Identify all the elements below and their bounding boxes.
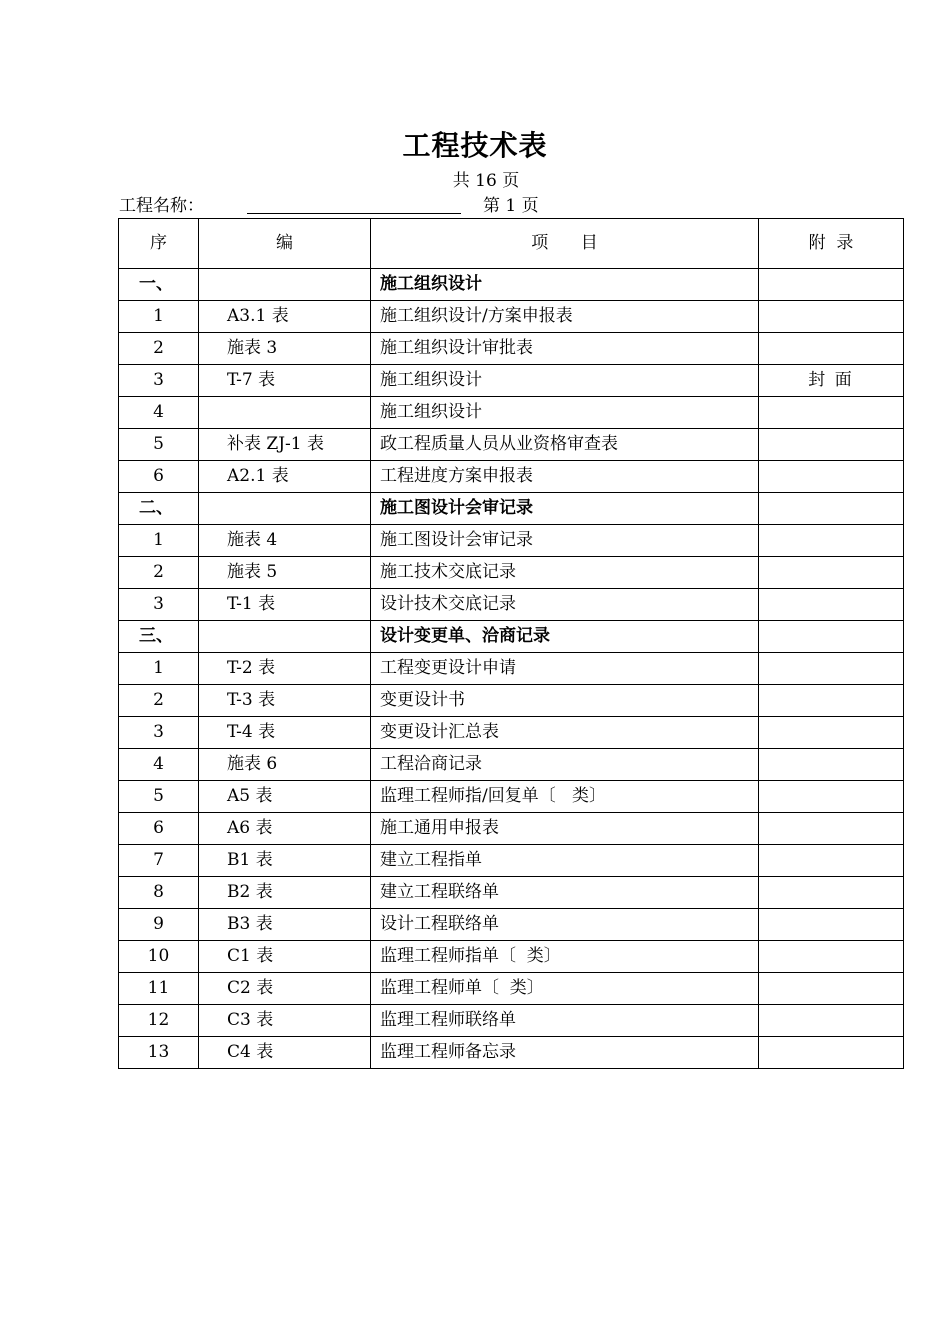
table-row: [119, 461, 904, 493]
cell-item: 设计变更单、洽商记录: [371, 621, 759, 653]
cell-seq: 2: [119, 333, 199, 365]
cell-item: 工程进度方案申报表: [371, 461, 759, 493]
cell-appendix: [759, 685, 904, 717]
cell-appendix: [759, 877, 904, 909]
cell-item: 施工组织设计: [371, 397, 759, 429]
header-appendix: 附 录: [759, 219, 904, 269]
project-name-field: [247, 213, 461, 214]
cell-appendix: [759, 461, 904, 493]
cell-appendix: [759, 1037, 904, 1069]
cell-seq: 10: [119, 941, 199, 973]
cell-appendix: [759, 781, 904, 813]
cell-item: 施工组织设计审批表: [371, 333, 759, 365]
table-row: [119, 525, 904, 557]
cell-seq: 4: [119, 397, 199, 429]
table-row: [119, 589, 904, 621]
cell-seq: 11: [119, 973, 199, 1005]
cell-code: T-3 表: [199, 685, 371, 717]
cell-item: 施工组织设计: [371, 365, 759, 397]
cell-item: 施工通用申报表: [371, 813, 759, 845]
cell-appendix: [759, 525, 904, 557]
cell-appendix: [759, 845, 904, 877]
table-row: [119, 813, 904, 845]
table-row: [119, 781, 904, 813]
cell-item: 施工技术交底记录: [371, 557, 759, 589]
cell-item: 施工组织设计: [371, 269, 759, 301]
cell-code: A6 表: [199, 813, 371, 845]
cell-seq: 2: [119, 557, 199, 589]
cell-item: 建立工程联络单: [371, 877, 759, 909]
cell-appendix: [759, 717, 904, 749]
cell-appendix: [759, 269, 904, 301]
cell-seq: 13: [119, 1037, 199, 1069]
cell-code: C2 表: [199, 973, 371, 1005]
meta-row: [119, 194, 903, 218]
cell-seq: 一、: [119, 269, 199, 301]
cell-seq: 3: [119, 717, 199, 749]
cell-appendix: [759, 909, 904, 941]
header-item: 项 目: [371, 219, 759, 269]
cell-seq: 1: [119, 301, 199, 333]
cell-seq: 8: [119, 877, 199, 909]
cell-code: A3.1 表: [199, 301, 371, 333]
table-row: [119, 301, 904, 333]
table-row: [119, 653, 904, 685]
document-table: [118, 218, 904, 1069]
cell-appendix: [759, 749, 904, 781]
table-row: [119, 557, 904, 589]
cell-code: C1 表: [199, 941, 371, 973]
cell-code: [199, 397, 371, 429]
cell-code: B2 表: [199, 877, 371, 909]
cell-code: 施表 3: [199, 333, 371, 365]
cell-item: 施工图设计会审记录: [371, 493, 759, 525]
cell-appendix: [759, 621, 904, 653]
table-row: [119, 877, 904, 909]
cell-appendix: [759, 397, 904, 429]
section-row: [119, 269, 904, 301]
table-row: [119, 941, 904, 973]
cell-code: A2.1 表: [199, 461, 371, 493]
cell-seq: 6: [119, 813, 199, 845]
table-row: [119, 973, 904, 1005]
cell-appendix: [759, 493, 904, 525]
cell-item: 监理工程师单〔 类〕: [371, 973, 759, 1005]
project-name-label: 工程名称：: [119, 196, 204, 216]
table-row: [119, 845, 904, 877]
cell-seq: 4: [119, 749, 199, 781]
cell-item: 变更设计书: [371, 685, 759, 717]
cell-code: T-2 表: [199, 653, 371, 685]
cell-seq: 9: [119, 909, 199, 941]
cell-seq: 7: [119, 845, 199, 877]
header-code: 编: [199, 219, 371, 269]
cell-seq: 5: [119, 781, 199, 813]
cell-appendix: [759, 813, 904, 845]
header-seq: 序: [119, 219, 199, 269]
table-row: [119, 749, 904, 781]
cell-code: 补表 ZJ-1 表: [199, 429, 371, 461]
cell-code: [199, 493, 371, 525]
cell-seq: 12: [119, 1005, 199, 1037]
cell-appendix: [759, 973, 904, 1005]
cell-seq: 3: [119, 365, 199, 397]
cell-seq: 二、: [119, 493, 199, 525]
page-number: 第 1 页: [483, 196, 539, 216]
table-row: [119, 717, 904, 749]
cell-appendix: 封 面: [759, 365, 904, 397]
cell-seq: 1: [119, 525, 199, 557]
cell-item: 监理工程师备忘录: [371, 1037, 759, 1069]
section-row: [119, 493, 904, 525]
cell-appendix: [759, 589, 904, 621]
cell-appendix: [759, 1005, 904, 1037]
cell-seq: 3: [119, 589, 199, 621]
table-row: [119, 333, 904, 365]
cell-appendix: [759, 333, 904, 365]
table-header-row: [119, 219, 904, 269]
cell-code: [199, 269, 371, 301]
table-row: [119, 909, 904, 941]
cell-item: 设计工程联络单: [371, 909, 759, 941]
cell-appendix: [759, 941, 904, 973]
cell-code: T-4 表: [199, 717, 371, 749]
cell-code: [199, 621, 371, 653]
cell-appendix: [759, 301, 904, 333]
page-title: 工程技术表: [402, 129, 548, 162]
cell-item: 监理工程师指单〔 类〕: [371, 941, 759, 973]
total-pages: 共 16 页: [452, 171, 520, 191]
cell-code: 施表 4: [199, 525, 371, 557]
cell-item: 监理工程师指/回复单〔 类〕: [371, 781, 759, 813]
cell-seq: 6: [119, 461, 199, 493]
cell-item: 设计技术交底记录: [371, 589, 759, 621]
cell-code: C3 表: [199, 1005, 371, 1037]
cell-code: C4 表: [199, 1037, 371, 1069]
cell-code: T-7 表: [199, 365, 371, 397]
cell-appendix: [759, 429, 904, 461]
table-row: [119, 365, 904, 397]
cell-item: 施工组织设计/方案申报表: [371, 301, 759, 333]
cell-item: 工程变更设计申请: [371, 653, 759, 685]
cell-seq: 5: [119, 429, 199, 461]
cell-code: B3 表: [199, 909, 371, 941]
cell-item: 施工图设计会审记录: [371, 525, 759, 557]
table-row: [119, 397, 904, 429]
cell-item: 政工程质量人员从业资格审查表: [371, 429, 759, 461]
cell-code: 施表 6: [199, 749, 371, 781]
cell-item: 监理工程师联络单: [371, 1005, 759, 1037]
cell-code: 施表 5: [199, 557, 371, 589]
cell-code: T-1 表: [199, 589, 371, 621]
cell-appendix: [759, 653, 904, 685]
cell-seq: 三、: [119, 621, 199, 653]
table-row: [119, 429, 904, 461]
cell-item: 工程洽商记录: [371, 749, 759, 781]
section-row: [119, 621, 904, 653]
table-row: [119, 1037, 904, 1069]
cell-seq: 1: [119, 653, 199, 685]
cell-appendix: [759, 557, 904, 589]
table-body: [119, 269, 904, 1069]
table-row: [119, 1005, 904, 1037]
cell-seq: 2: [119, 685, 199, 717]
cell-item: 变更设计汇总表: [371, 717, 759, 749]
cell-item: 建立工程指单: [371, 845, 759, 877]
table-row: [119, 685, 904, 717]
cell-code: A5 表: [199, 781, 371, 813]
cell-code: B1 表: [199, 845, 371, 877]
